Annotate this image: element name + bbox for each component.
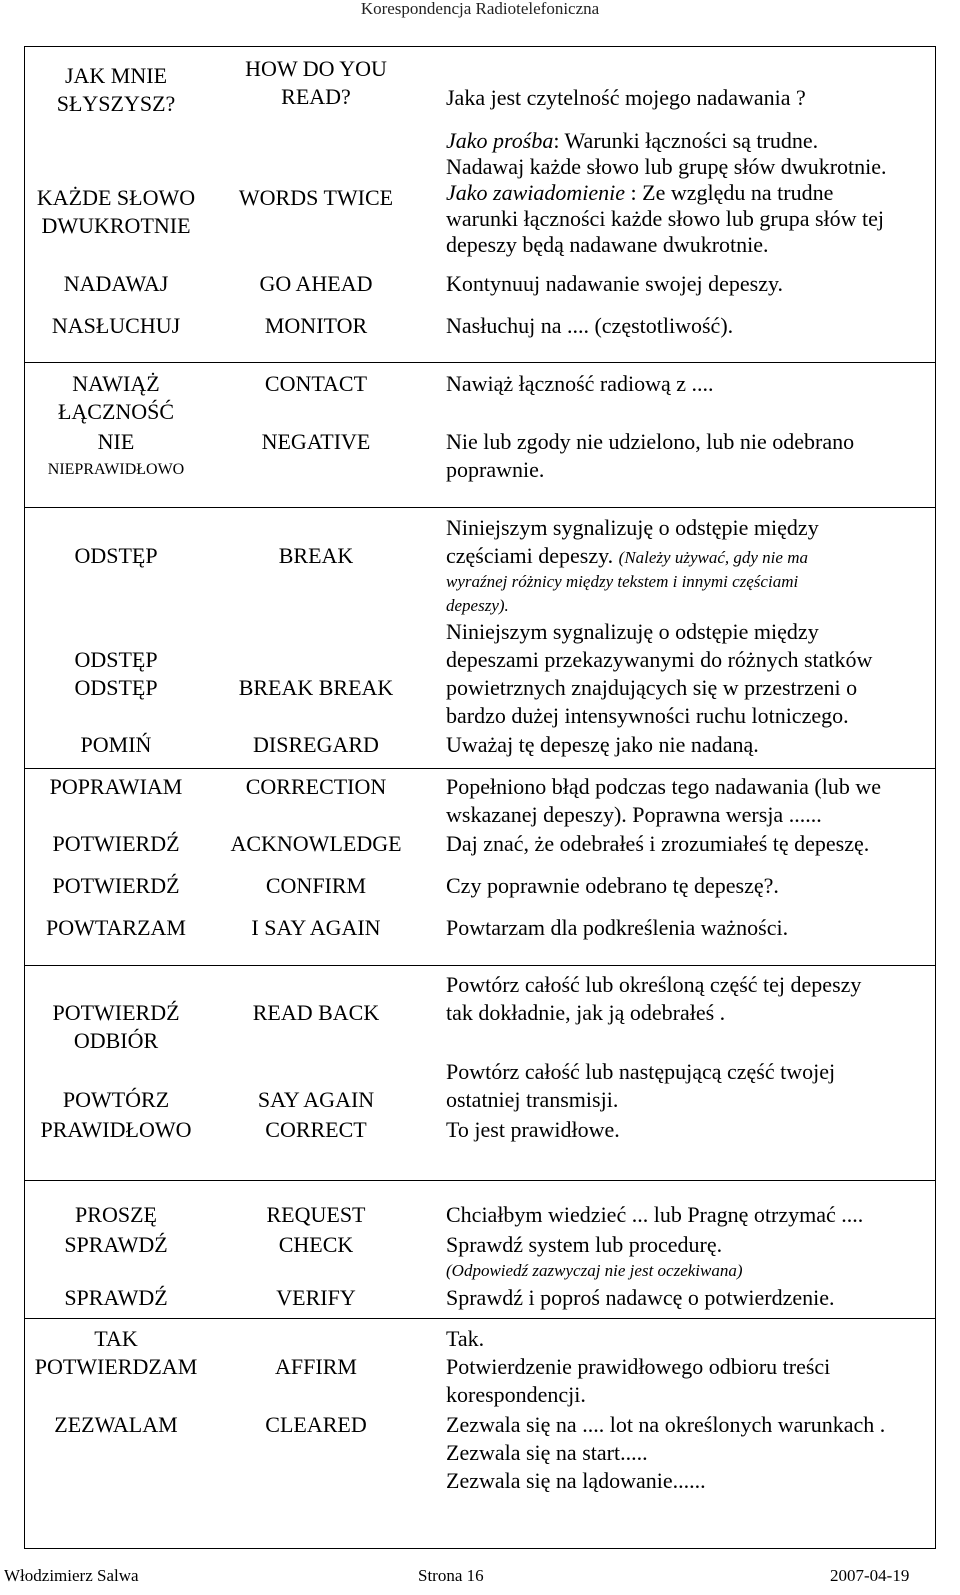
row-20-pl: ZEZWALAM (54, 1412, 178, 1437)
page-header: Korespondencja Radiotelefoniczna (360, 0, 600, 18)
row-4-desc: Nawiąż łączność radiową z .... (446, 371, 714, 396)
row-19-pl: TAK POTWIERDZAM (34, 1326, 198, 1379)
row-3-en: MONITOR (264, 313, 368, 338)
table-rule (24, 768, 936, 769)
row-12-pl: POWTARZAM (45, 915, 186, 940)
row-2-pl: NADAWAJ (63, 271, 169, 296)
row-8-pl: POMIŃ (80, 732, 152, 757)
row-2-desc: Kontynuuj nadawanie swojej depeszy. (446, 271, 784, 296)
row-11-en: CONFIRM (265, 873, 367, 898)
row-8-en: DISREGARD (253, 732, 379, 757)
row-7-en: BREAK BREAK (238, 675, 394, 700)
table-rule (24, 965, 936, 966)
row-0-pl: JAK MNIE SŁYSZYSZ? (56, 63, 176, 116)
row-18-pl: SPRAWDŹ (64, 1285, 168, 1310)
row-10-pl: POTWIERDŹ (52, 831, 180, 856)
row-20-desc: Zezwala się na .... lot na określonych warunkach . Zezwala się na start..... Zezwala się na lądowanie...... (446, 1412, 886, 1493)
row-18-en: VERIFY (276, 1285, 356, 1310)
row-9-desc: Popełniono błąd podczas tego nadawania (lub we wskazanej depeszy). Poprawna wersja ...... (446, 774, 881, 827)
row-5-desc: Nie lub zgody nie udzielono, lub nie odebrano poprawnie. (446, 429, 855, 482)
row-14-desc: Powtórz całość lub następującą część twojej ostatniej transmisji. (446, 1059, 836, 1112)
row-10-desc: Daj znać, że odebrałeś i zrozumiałeś tę depeszę. (446, 831, 870, 856)
row-16-desc: Chciałbym wiedzieć ... lub Pragnę otrzymać .... (446, 1202, 864, 1227)
row-14-pl: POWTÓRZ (62, 1087, 170, 1112)
row-13-desc: Powtórz całość lub określoną część tej depeszy tak dokładnie, jak ją odebrałeś . (446, 972, 862, 1025)
row-6-en: BREAK (278, 543, 354, 568)
row-20-en: CLEARED (265, 1412, 367, 1437)
row-13-en: READ BACK (252, 1000, 380, 1025)
table-border-left (24, 46, 25, 1548)
table-rule (24, 507, 936, 508)
row-7-pl: ODSTĘP ODSTĘP (74, 647, 158, 700)
row-0-desc: Jaka jest czytelność mojego nadawania ? (446, 85, 806, 110)
row-13-pl: POTWIERDŹ ODBIÓR (52, 1000, 180, 1053)
row-15-desc: To jest prawidłowe. (446, 1117, 620, 1142)
row-8-desc: Uważaj tę depeszę jako nie nadaną. (446, 732, 759, 757)
row-14-en: SAY AGAIN (257, 1087, 375, 1112)
row-7-desc: Niniejszym sygnalizuję o odstępie między depeszami przekazywanymi do różnych statków powietrznych znajdujących się w przestrzeni o bardzo dużej intensywności ruchu lotniczego. (446, 619, 873, 728)
row-6-pl: ODSTĘP (74, 543, 158, 568)
table-rule (24, 362, 936, 363)
row-18-desc: Sprawdź i poproś nadawcę o potwierdzenie. (446, 1285, 835, 1310)
row-11-desc: Czy poprawnie odebrano tę depeszę?. (446, 873, 779, 898)
row-19-desc: Tak. Potwierdzenie prawidłowego odbioru treści korespondencji. (446, 1326, 831, 1407)
row-19-en: AFFIRM (275, 1354, 357, 1379)
footer-author: Włodzimierz Salwa (4, 1566, 139, 1585)
footer-page-number: Strona 16 (418, 1566, 484, 1585)
row-3-desc: Nasłuchuj na .... (częstotliwość). (446, 313, 734, 338)
row-3-pl: NASŁUCHUJ (51, 313, 181, 338)
table-rule-top (24, 46, 936, 47)
row-12-desc: Powtarzam dla podkreślenia ważności. (446, 915, 789, 940)
row-15-en: CORRECT (265, 1117, 367, 1142)
table-rule-bottom (24, 1548, 936, 1549)
table-rule (24, 1318, 936, 1319)
row-4-pl: NAWIĄŻ ŁĄCZNOŚĆ (57, 371, 175, 424)
row-5-pl: NIE NIEPRAWIDŁOWO (47, 429, 185, 478)
row-9-en: CORRECTION (245, 774, 387, 799)
row-1-pl: KAŻDE SŁOWO DWUKROTNIE (36, 185, 196, 238)
row-9-pl: POPRAWIAM (49, 774, 183, 799)
row-10-en: ACKNOWLEDGE (230, 831, 402, 856)
row-0-en: HOW DO YOU READ? (245, 56, 387, 109)
row-15-pl: PRAWIDŁOWO (40, 1117, 192, 1142)
row-2-en: GO AHEAD (259, 271, 373, 296)
row-6-desc: Niniejszym sygnalizuję o odstępie między częściami depeszy. (Należy używać, gdy nie ma wyraźnej różnicy między tekstem i innymi częściami depeszy). (446, 515, 819, 615)
row-11-pl: POTWIERDŹ (52, 873, 180, 898)
row-17-en: CHECK (278, 1232, 354, 1257)
row-12-en: I SAY AGAIN (251, 915, 381, 940)
row-5-en: NEGATIVE (261, 429, 371, 454)
footer-date: 2007-04-19 (830, 1566, 910, 1585)
row-16-pl: PROSZĘ (75, 1202, 157, 1227)
row-17-pl: SPRAWDŹ (64, 1232, 168, 1257)
row-4-en: CONTACT (264, 371, 368, 396)
row-1-en: WORDS TWICE (238, 185, 394, 210)
table-rule (24, 1180, 936, 1181)
row-1-desc: Jako prośba: Warunki łączności są trudne. Nadawaj każde słowo lub grupę słów dwukrotnie. Jako zawiadomienie : Ze względu na trudne warunki łączności każde słowo lub grupa słów tej depeszy będą nadawane dwukrotnie. (446, 128, 887, 257)
row-17-desc: Sprawdź system lub procedurę. (Odpowiedź zazwyczaj nie jest oczekiwana) (446, 1232, 743, 1280)
row-16-en: REQUEST (266, 1202, 366, 1227)
